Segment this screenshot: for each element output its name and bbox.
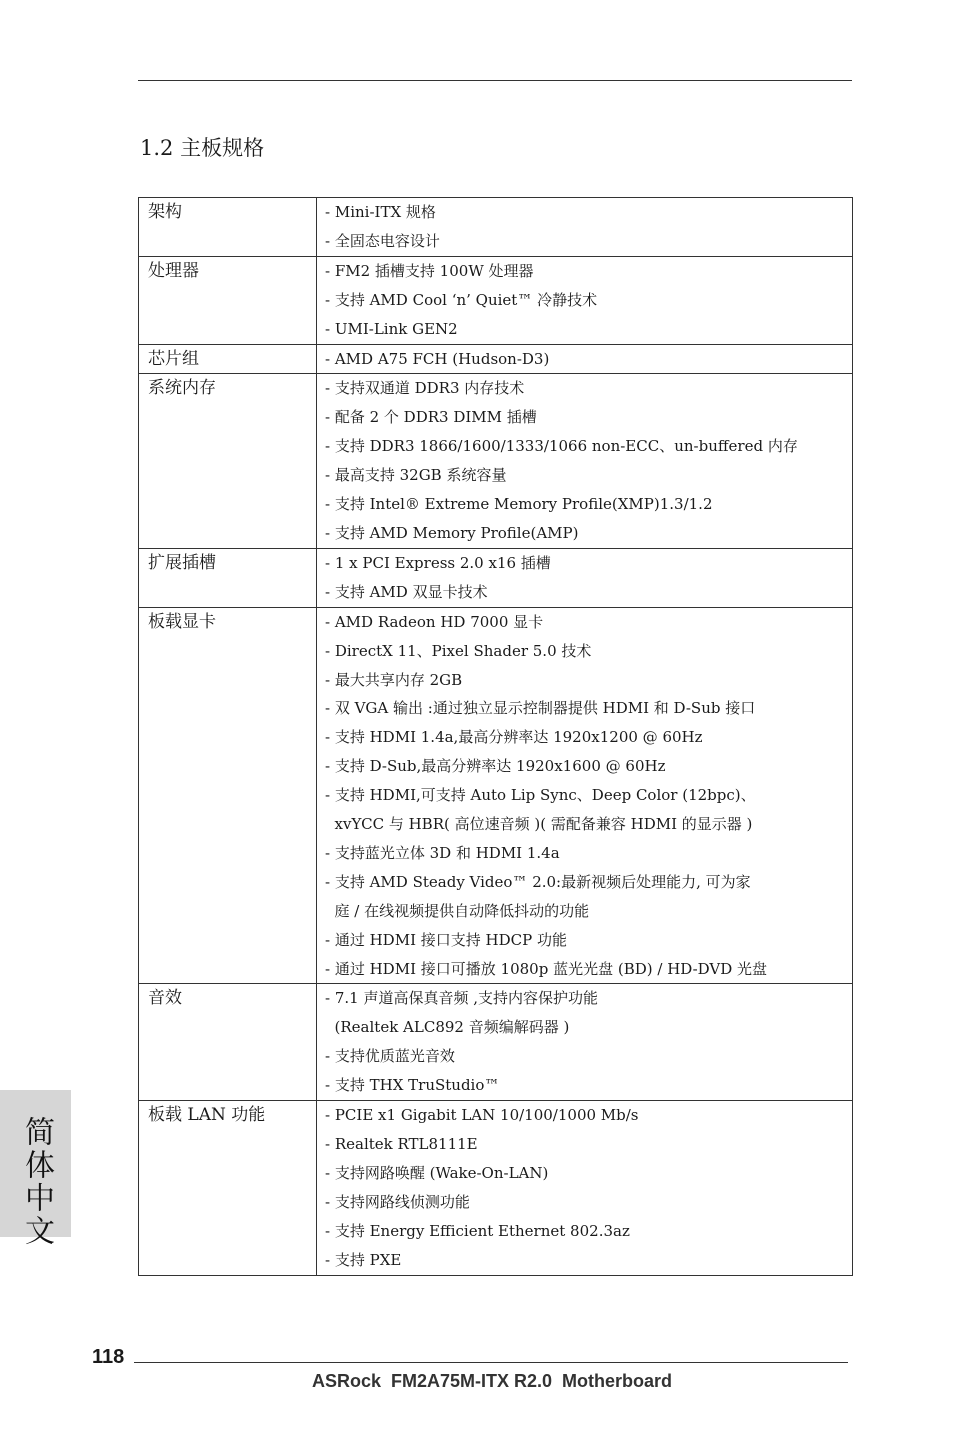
spec-category: 板载 LAN 功能 [139, 1101, 317, 1275]
spec-item: - Realtek RTL8111E [325, 1135, 478, 1153]
spec-row [139, 198, 853, 257]
spec-item: - 配备 2 个 DDR3 DIMM 插槽 [325, 408, 537, 427]
spec-row [139, 374, 853, 548]
spec-item: - 支持 AMD 双显卡技术 [325, 582, 488, 601]
top-rule [138, 80, 852, 81]
spec-items [317, 198, 853, 257]
spec-category: 架构 [139, 198, 317, 257]
spec-category: 系统内存 [139, 374, 317, 548]
bottom-rule [134, 1362, 848, 1363]
spec-item: - 通过 HDMI 接口可播放 1080p 蓝光光盘 (BD) / HD-DVD 光盘 [325, 959, 768, 978]
spec-row [139, 984, 853, 1101]
spec-item: - 支持 THX TruStudio™ [325, 1076, 500, 1095]
spec-item: - 支持 D-Sub,最高分辨率达 1920x1600 @ 60Hz [325, 757, 666, 776]
spec-category: 芯片组 [139, 344, 317, 374]
spec-item: - DirectX 11、Pixel Shader 5.0 技术 [325, 641, 592, 660]
spec-item: - 支持 AMD Steady Video™ 2.0:最新视频后处理能力, 可为家 [325, 872, 751, 891]
spec-item: - PCIE x1 Gigabit LAN 10/100/1000 Mb/s [325, 1106, 639, 1125]
spec-item: - 支持 PXE [325, 1250, 402, 1269]
language-tab-label: 简体中文 [19, 1116, 54, 1248]
spec-row [139, 344, 853, 374]
spec-items [317, 1101, 853, 1275]
spec-item: - 7.1 声道高保真音频 ,支持内容保护功能 [325, 989, 598, 1008]
spec-items [317, 984, 853, 1101]
spec-item: - 支持 AMD Cool ‘n’ Quiet™ 冷静技术 [325, 290, 598, 309]
footer-title: ASRock FM2A75M-ITX R2.0 Motherboard [312, 1371, 673, 1391]
spec-item: - 支持 AMD Memory Profile(AMP) [325, 523, 579, 542]
spec-item: - 支持 DDR3 1866/1600/1333/1066 non-ECC、un-buffered 内存 [325, 437, 798, 456]
spec-item: - 支持网路唤醒 (Wake-On-LAN) [325, 1163, 549, 1182]
spec-row [139, 548, 853, 607]
spec-item: - 1 x PCI Express 2.0 x16 插槽 [325, 553, 551, 572]
spec-item: - 支持网路线侦测功能 [325, 1192, 470, 1211]
spec-item: - 通过 HDMI 接口支持 HDCP 功能 [325, 930, 567, 949]
spec-row [139, 256, 853, 344]
spec-item: - 支持 HDMI 1.4a,最高分辨率达 1920x1200 @ 60Hz [325, 728, 703, 747]
spec-item: - 最高支持 32GB 系统容量 [325, 466, 507, 485]
spec-item: - 支持 Intel® Extreme Memory Profile(XMP)1.3/1.2 [325, 495, 713, 514]
spec-item: - UMI-Link GEN2 [325, 319, 458, 338]
spec-category: 扩展插槽 [139, 548, 317, 607]
page-number: 118 [92, 1346, 125, 1368]
spec-category: 音效 [139, 984, 317, 1101]
spec-items [317, 548, 853, 607]
spec-row [139, 607, 853, 984]
spec-items [317, 607, 853, 984]
spec-item: - 最大共享内存 2GB [325, 670, 463, 689]
spec-item: (Realtek ALC892 音频编解码器 ) [325, 1018, 570, 1037]
spec-item: - 全固态电容设计 [325, 231, 440, 250]
spec-item: - 支持优质蓝光音效 [325, 1047, 455, 1066]
spec-items [317, 344, 853, 374]
spec-item: - AMD Radeon HD 7000 显卡 [325, 612, 544, 631]
spec-item: - AMD A75 FCH (Hudson-D3) [325, 349, 550, 368]
spec-table [138, 197, 853, 1276]
spec-row [139, 1101, 853, 1275]
spec-item: - FM2 插槽支持 100W 处理器 [325, 261, 534, 280]
spec-items [317, 374, 853, 548]
spec-item: - 双 VGA 输出 :通过独立显示控制器提供 HDMI 和 D-Sub 接口 [325, 699, 756, 718]
spec-item: - 支持 Energy Efficient Ethernet 802.3az [325, 1221, 630, 1240]
spec-item: - 支持 HDMI,可支持 Auto Lip Sync、Deep Color (12bpc)、 [325, 786, 756, 805]
spec-item: xvYCC 与 HBR( 高位速音频 )( 需配备兼容 HDMI 的显示器 ) [325, 815, 753, 834]
spec-item: 庭 / 在线视频提供自动降低抖动的功能 [325, 901, 590, 920]
spec-item: - Mini-ITX 规格 [325, 203, 436, 221]
spec-items [317, 256, 853, 344]
spec-category: 处理器 [139, 256, 317, 344]
spec-item: - 支持双通道 DDR3 内存技术 [325, 379, 525, 398]
spec-item: - 支持蓝光立体 3D 和 HDMI 1.4a [325, 843, 560, 862]
spec-category: 板载显卡 [139, 607, 317, 984]
section-title: 1.2 主板规格 [140, 136, 265, 160]
